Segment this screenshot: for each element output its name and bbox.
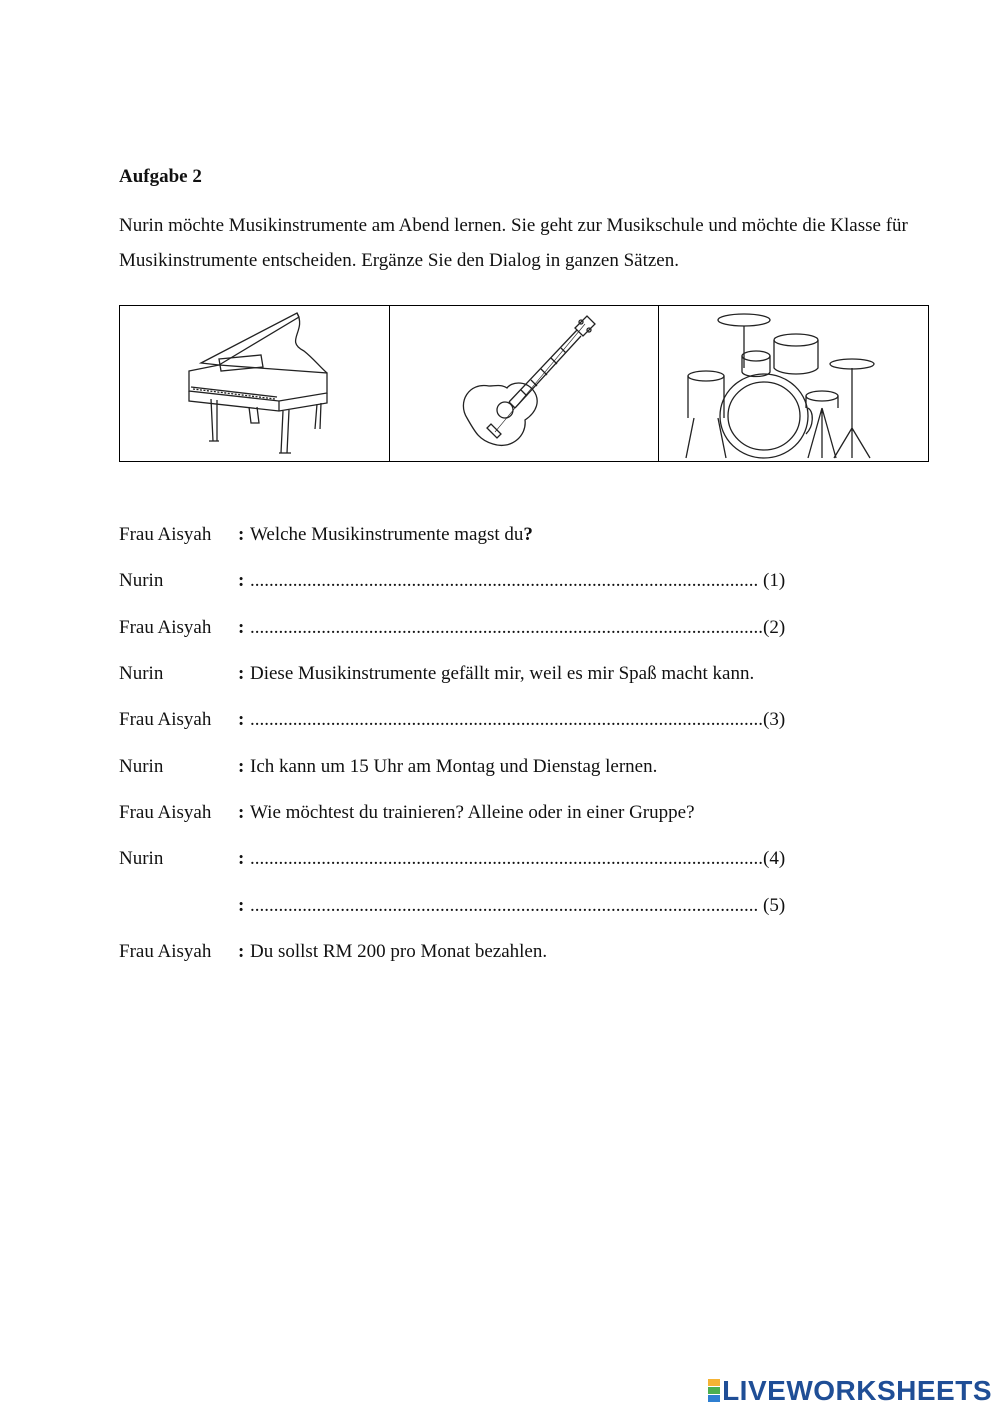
dialog-line — [119, 836, 839, 882]
dialog-line — [119, 558, 839, 604]
dialog-colon: : — [238, 940, 245, 962]
dialog-line — [119, 605, 839, 651]
dialog-text: Ich kann um 15 Uhr am Montag und Dienstag lernen. — [250, 755, 658, 777]
dialog-speaker: Frau Aisyah — [119, 940, 212, 962]
dialog-speaker: Nurin — [119, 755, 164, 777]
dialog-line — [119, 697, 839, 743]
logo-mark-icon — [708, 1379, 720, 1403]
answer-blank-5[interactable]: ........................................................................................................... (5) — [250, 894, 786, 916]
dialog-colon: : — [238, 570, 245, 592]
dialog-speaker: Nurin — [119, 663, 164, 685]
task-instructions: Nurin möchte Musikinstrumente am Abend lernen. Sie geht zur Musikschule und möchte die Klasse für Musikinstrumente entscheiden. Ergänze Sie den Dialog in ganzen Sätzen. — [119, 215, 908, 271]
dialog-line — [119, 882, 839, 928]
piano-icon — [179, 311, 329, 456]
logo-bar-green — [708, 1387, 720, 1394]
dialog — [119, 512, 839, 975]
answer-blank-1[interactable]: ........................................................................................................... (1) — [250, 570, 786, 592]
dialog-line — [119, 790, 839, 836]
dialog-line — [119, 929, 839, 975]
dialog-line — [119, 743, 839, 789]
dialog-speaker: Frau Aisyah — [119, 709, 212, 731]
task-title: Aufgabe 2 — [119, 166, 202, 187]
logo-text: LIVEWORKSHEETS — [722, 1375, 992, 1406]
dialog-colon: : — [238, 524, 245, 546]
dialog-colon: : — [238, 848, 245, 870]
image-cell-guitar — [390, 306, 660, 461]
answer-blank-2[interactable]: ............................................................................................................(2) — [250, 616, 786, 638]
answer-blank-3[interactable]: ............................................................................................................(3) — [250, 709, 786, 731]
dialog-speaker: Frau Aisyah — [119, 616, 212, 638]
dialog-text: Wie möchtest du trainieren? Alleine oder in einer Gruppe? — [250, 801, 695, 823]
dialog-colon: : — [238, 616, 245, 638]
dialog-colon: : — [238, 663, 245, 685]
image-cell-piano — [120, 306, 390, 461]
dialog-text — [250, 524, 533, 546]
dialog-line — [119, 651, 839, 697]
dialog-line — [119, 512, 839, 558]
drum-kit-icon — [684, 308, 904, 460]
liveworksheets-logo — [708, 1375, 992, 1407]
dialog-speaker: Nurin — [119, 848, 164, 870]
logo-bar-blue — [708, 1395, 720, 1402]
dialog-text-body: Welche Musikinstrumente magst du — [250, 524, 524, 546]
dialog-speaker: Frau Aisyah — [119, 524, 212, 546]
instrument-image-table — [119, 305, 929, 462]
dialog-colon: : — [238, 755, 245, 777]
image-cell-drum-kit — [659, 306, 928, 461]
dialog-colon: : — [238, 894, 245, 916]
dialog-speaker: Nurin — [119, 570, 164, 592]
answer-blank-4[interactable]: ............................................................................................................(4) — [250, 848, 786, 870]
guitar-icon — [449, 314, 599, 454]
question-mark: ? — [523, 524, 533, 546]
dialog-speaker: Frau Aisyah — [119, 801, 212, 823]
dialog-text: Diese Musikinstrumente gefällt mir, weil es mir Spaß macht kann. — [250, 663, 755, 685]
logo-bar-yellow — [708, 1379, 720, 1386]
dialog-colon: : — [238, 709, 245, 731]
dialog-text: Du sollst RM 200 pro Monat bezahlen. — [250, 940, 548, 962]
dialog-colon: : — [238, 801, 245, 823]
